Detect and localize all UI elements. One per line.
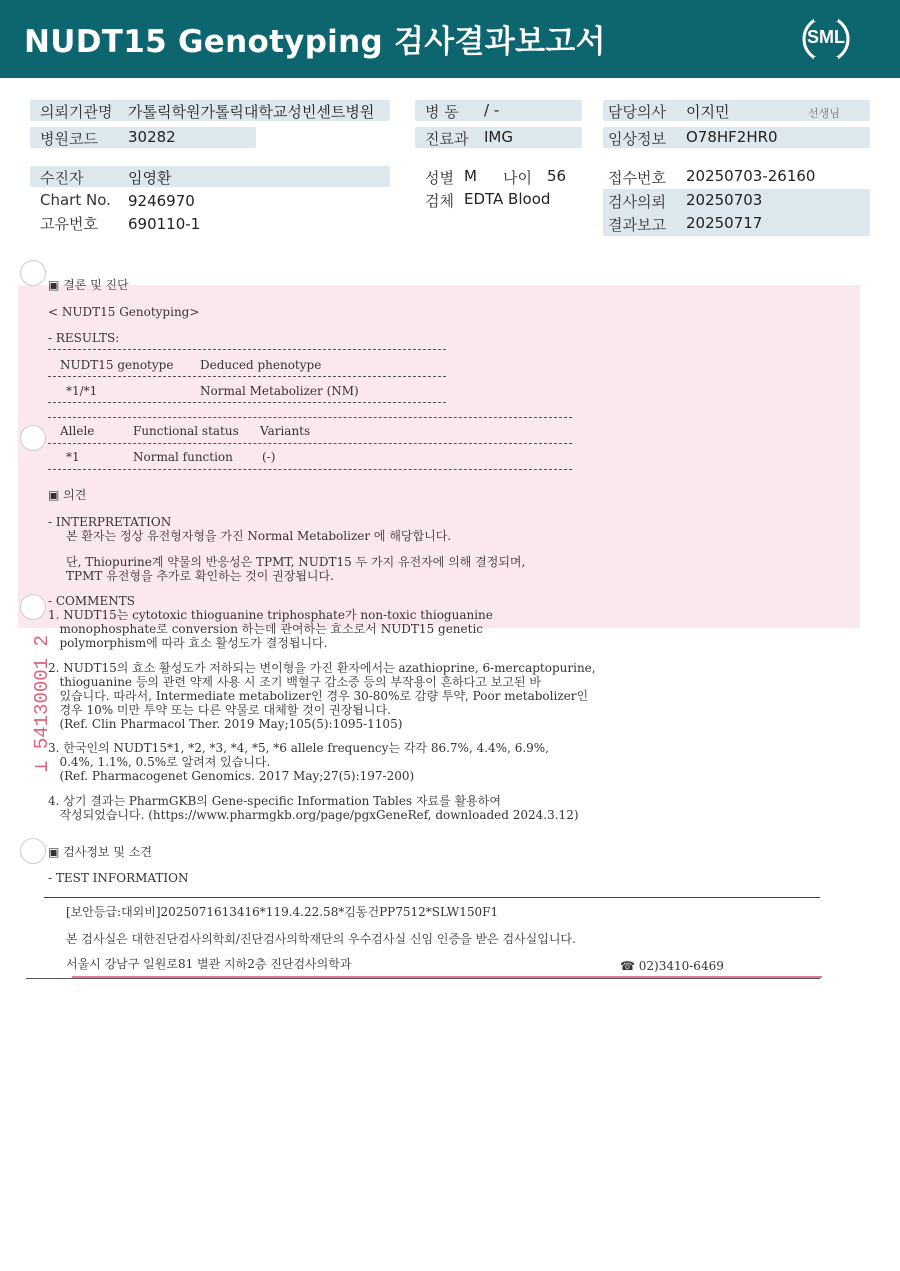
id-label: 고유번호 [40,215,98,233]
punch-hole [20,425,46,451]
punch-hole [20,838,46,864]
table2-rule [48,417,572,418]
interpretation-line: 단, Thiopurine계 약물의 반응성은 TPMT, NUDT15 두 가지 유전자에 의해 결정되며, [66,555,526,569]
footer-rule [44,897,820,898]
table2-function-value: Normal function [133,450,233,464]
report-title: NUDT15 Genotyping 검사결과보고서 [24,24,606,60]
comment-line: polymorphism에 따라 효소 활성도가 결정됩니다. [48,636,328,650]
id-value: 690110-1 [128,215,201,233]
interpretation-label: - INTERPRETATION [48,515,172,529]
department-label: 진료과 [425,130,469,148]
table2-allele-value: *1 [66,450,80,464]
comment-line: 작성되었습니다. (https://www.pharmgkb.org/page/pgxGeneRef, downloaded 2024.3.12) [48,808,579,822]
comment-line: 4. 상기 결과는 PharmGKB의 Gene-specific Information Tables 자료를 활용하여 [48,794,501,808]
security-line: [보안등급:대외비]2025071613416*119.4.22.58*김동건PP7512*SLW150F1 [66,905,499,919]
table2-rule [48,469,572,470]
patient-value: 임영환 [128,169,172,187]
chart-label: Chart No. [40,191,111,209]
comment-line: thioguanine 등의 관련 약제 사용 시 조기 백혈구 감소증 등의 부작용이 흔하다고 보고된 바 [48,675,541,689]
patient-label: 수진자 [40,169,84,187]
request-value: 20250703 [686,191,763,209]
hospital-code-label: 병원코드 [40,130,98,148]
comment-line: (Ref. Clin Pharmacol Ther. 2019 May;105(5):1095-1105) [48,717,403,731]
comment-line: monophosphate로 conversion 하는데 관여하는 효소로서 NUDT15 genetic [48,622,484,636]
table2-header-variants: Variants [260,424,311,438]
section-test-info: ▣ 검사정보 및 소견 [48,845,152,859]
table1-header-phenotype: Deduced phenotype [200,358,322,372]
table1-rule [48,402,446,403]
comment-line: (Ref. Pharmacogenet Genomics. 2017 May;27(5):197-200) [48,769,415,783]
comment-line: 1. NUDT15는 cytotoxic thioguanine triphosphate가 non-toxic thioguanine [48,608,493,622]
receipt-label: 접수번호 [608,169,666,187]
test-name: < NUDT15 Genotyping> [48,305,200,319]
specimen-label: 검체 [425,192,454,210]
interpretation-line: 본 환자는 정상 유전형자형을 가진 Normal Metabolizer 에 해당합니다. [66,529,452,543]
certification-text: 본 검사실은 대한진단검사의학회/진단검사의학재단의 우수검사실 신임 인증을 받은 검사실입니다. [66,932,576,946]
section-opinion: ▣ 의견 [48,488,87,502]
report-date-value: 20250717 [686,214,763,232]
clinical-label: 임상정보 [608,130,666,148]
report-date-label: 결과보고 [608,216,666,234]
section-conclusion: ▣ 결론 및 진단 [48,278,129,292]
request-label: 검사의뢰 [608,193,666,211]
punch-hole [20,260,46,286]
comment-line: 0.4%, 1.1%, 0.5%로 알려져 있습니다. [48,755,271,769]
sex-label: 성별 [425,169,454,187]
specimen-value: EDTA Blood [464,190,551,208]
comment-line: 3. 한국인의 NUDT15*1, *2, *3, *4, *5, *6 allele frequency는 각각 86.7%, 4.4%, 6.9%, [48,741,549,755]
comment-line: 있습니다. 따라서, Intermediate metabolizer인 경우 30-80%로 감량 투약, Poor metabolizer인 [48,689,589,703]
barcode-stamp: ⊥ 54130001 2 [31,635,53,772]
report-header [0,0,900,78]
table1-header-genotype: NUDT15 genotype [60,358,174,372]
test-info-label: - TEST INFORMATION [48,871,189,885]
lab-phone: ☎ 02)3410-6469 [620,959,724,973]
sml-logo [800,13,852,65]
results-label: - RESULTS: [48,331,120,345]
comments-label: - COMMENTS [48,594,135,608]
chart-value: 9246970 [128,192,195,210]
table2-header-function: Functional status [133,424,239,438]
table1-rule [48,376,446,377]
ward-value: / - [484,101,500,119]
punch-hole [20,594,46,620]
department-value: IMG [484,128,513,146]
table1-genotype-value: *1/*1 [66,384,98,398]
age-label: 나이 [503,169,532,187]
table1-phenotype-value: Normal Metabolizer (NM) [200,384,359,398]
lab-address: 서울시 강남구 일원로81 별관 지하2층 진단검사의학과 [66,957,352,971]
patient-bar [30,166,390,187]
table2-variants-value: (-) [262,450,276,464]
table2-header-allele: Allele [60,424,95,438]
doctor-suffix: 선생님 [808,107,840,120]
institution-value: 가톨릭학원가톨릭대학교성빈센트병원 [128,103,375,121]
clinical-value: O78HF2HR0 [686,128,778,146]
receipt-value: 20250703-26160 [686,167,816,185]
logo-text: SML [807,27,845,47]
comment-line: 경우 10% 미만 투약 또는 다른 약물로 대체할 것이 권장됩니다. [48,703,391,717]
bottom-rule [26,978,820,979]
sex-value: M [464,167,477,185]
institution-label: 의뢰기관명 [40,103,113,121]
age-value: 56 [547,167,567,185]
table1-rule [48,349,446,350]
doctor-label: 담당의사 [608,103,666,121]
doctor-value: 이지민 [686,103,730,121]
interpretation-line: TPMT 유전형을 추가로 확인하는 것이 권장됩니다. [66,569,334,583]
table2-rule [48,443,572,444]
comment-line: 2. NUDT15의 효소 활성도가 저하되는 변이형을 가진 환자에서는 azathioprine, 6-mercaptopurine, [48,661,596,675]
ward-label: 병 동 [425,103,459,121]
hospital-code-value: 30282 [128,128,176,146]
